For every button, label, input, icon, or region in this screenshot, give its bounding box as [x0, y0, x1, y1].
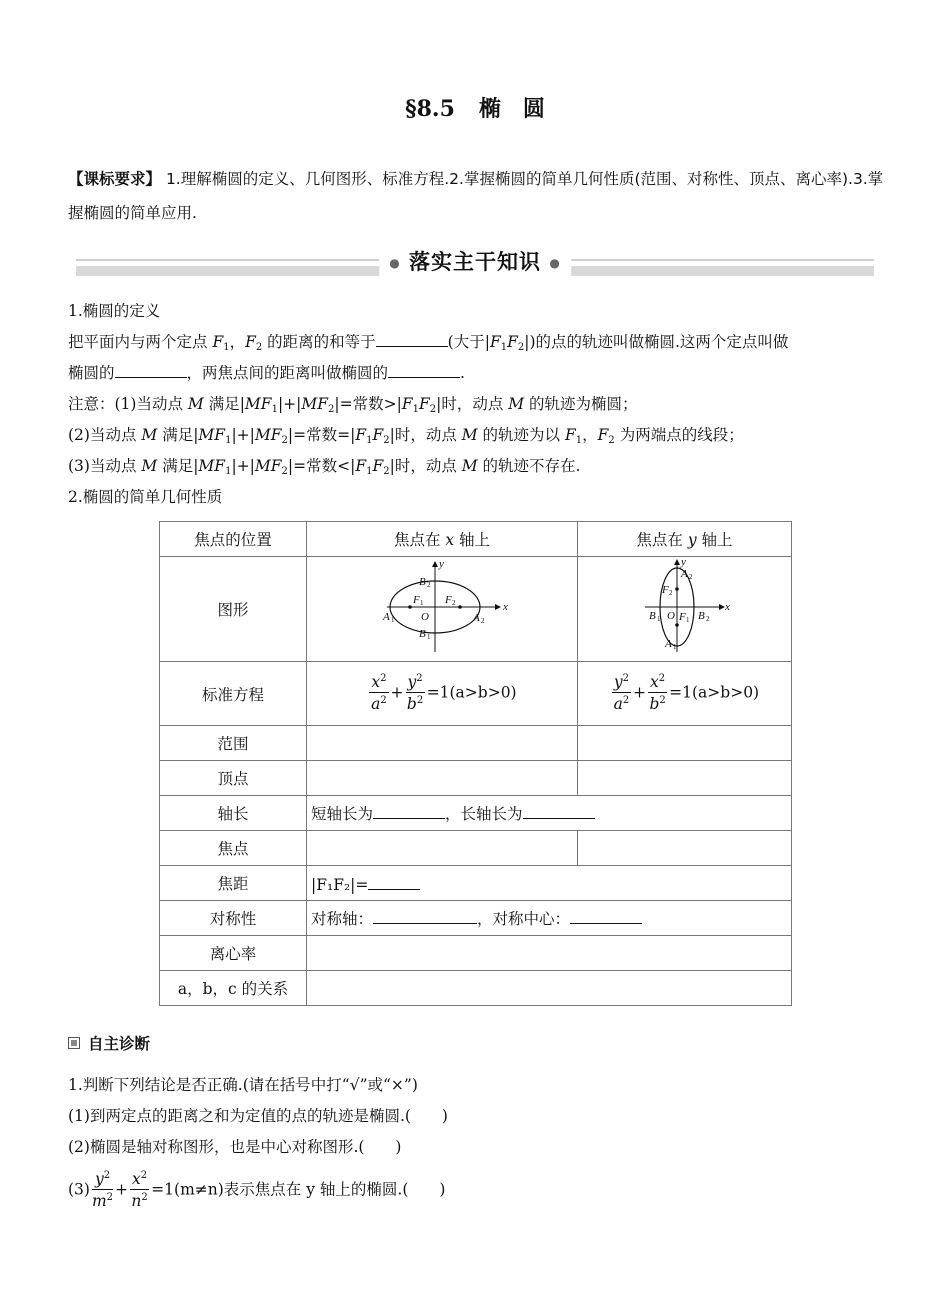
ellipse-y-figure	[635, 557, 735, 657]
cell-vertex-x[interactable]	[307, 761, 578, 796]
row-label-focal: 焦距	[160, 866, 307, 901]
note-1: 注意：(1)当动点 M 满足$|MF_1|+|MF_2|=$常数$>|F_1F_2|$时，动点 M 的轨迹为椭圆；	[68, 395, 638, 415]
sec2-heading: 2.椭圆的简单几何性质	[68, 488, 223, 506]
svg-text:A: A	[473, 612, 480, 624]
question-1: 1.判断下列结论是否正确.(请在括号中打“√”或“×”)	[68, 1076, 418, 1094]
svg-text:x: x	[724, 601, 730, 613]
cell-axis-length: 短轴长为 ，长轴长为	[307, 796, 792, 831]
blank-focal-distance[interactable]	[388, 361, 460, 378]
svg-text:y: y	[680, 556, 686, 568]
header-focus-position: 焦点的位置	[160, 522, 307, 557]
svg-text:B: B	[419, 576, 426, 588]
graph-x-ellipse	[307, 557, 578, 662]
row-label-range: 范围	[160, 726, 307, 761]
table-row	[160, 761, 792, 796]
requirements-label: 【课标要求】	[68, 170, 162, 188]
svg-text:1: 1	[391, 616, 395, 624]
svg-text:1: 1	[685, 616, 689, 624]
table-row	[160, 726, 792, 761]
definition-section	[68, 296, 883, 513]
svg-text:x: x	[503, 601, 508, 613]
note-2: (2)当动点 M 满足$|MF_1|+|MF_2|=$常数$=|F_1F_2|$时，动点 M 的轨迹为以 $F_1$，$F_2$ 为两端点的线段；	[68, 426, 744, 446]
definition-line1: 把平面内与两个定点 $F_1$，$F_2$ 的距离的和等于 (大于$|F_1F_2|$)的点的轨迹叫做椭圆.这两个定点叫做	[68, 327, 883, 358]
row-label-abc: a，b，c 的关系	[160, 971, 307, 1006]
question-1-1: (1)到两定点的距离之和为定值的点的轨迹是椭圆.( )	[68, 1107, 448, 1125]
table-row	[160, 557, 792, 662]
self-diagnosis-heading: 自主诊断	[68, 1032, 150, 1054]
svg-text:2: 2	[452, 599, 456, 607]
blank-symmetry-center[interactable]	[570, 907, 642, 924]
page-title	[0, 92, 950, 123]
blank-foci[interactable]	[115, 361, 187, 378]
graph-y-ellipse	[578, 557, 792, 662]
svg-text:O: O	[666, 610, 675, 622]
blank-major-axis[interactable]	[523, 802, 595, 819]
svg-text:F: F	[445, 594, 452, 606]
svg-text:B: B	[419, 628, 426, 640]
row-label-graph: 图形	[160, 557, 307, 662]
svg-text:A: A	[680, 568, 688, 580]
svg-text:1: 1	[420, 599, 424, 607]
requirements-text: 1.理解椭圆的定义、几何图形、标准方程.2.掌握椭圆的简单几何性质(范围、对称性、顶点、离心率).3.掌握椭圆的简单应用.	[68, 170, 884, 222]
table-row	[160, 936, 792, 971]
svg-text:2: 2	[427, 581, 431, 589]
row-label-symmetry: 对称性	[160, 901, 307, 936]
row-label-axis: 轴长	[160, 796, 307, 831]
svg-text:1: 1	[427, 633, 431, 641]
svg-text:F: F	[678, 611, 686, 623]
section-name: 椭 圆	[478, 96, 545, 122]
cell-symmetry: 对称轴： ，对称中心：	[307, 901, 792, 936]
section-marker-icon	[68, 1037, 80, 1049]
svg-text:2: 2	[705, 615, 709, 623]
cell-focal-distance: |F₁F₂|=	[307, 866, 792, 901]
section-banner	[76, 246, 874, 278]
banner-title: ● 落实主干知识 ●	[379, 246, 571, 276]
svg-text:2: 2	[481, 617, 485, 625]
blank-focal[interactable]	[368, 873, 420, 890]
blank-minor-axis[interactable]	[373, 802, 445, 819]
svg-text:y: y	[439, 558, 444, 570]
header-y-axis: 焦点在 y 轴上	[578, 522, 792, 557]
cell-range-y[interactable]	[578, 726, 792, 761]
section-number: §8.5	[405, 96, 455, 122]
table-row	[160, 866, 792, 901]
svg-text:F: F	[413, 594, 420, 606]
svg-text:F: F	[661, 584, 669, 596]
row-label-equation: 标准方程	[160, 662, 307, 726]
cell-abc[interactable]	[307, 971, 792, 1006]
table-row	[160, 522, 792, 557]
note-3: (3)当动点 M 满足$|MF_1|+|MF_2|=$常数$<|F_1F_2|$时，动点 M 的轨迹不存在.	[68, 457, 581, 477]
table-row	[160, 662, 792, 726]
blank-sum[interactable]	[376, 330, 448, 347]
equation-y: $\frac{y^2}{a^2}$ + $\frac{x^2}{b^2}$ =1(a>b>0)	[578, 662, 792, 726]
svg-text:2: 2	[688, 573, 692, 581]
definition-line2: 椭圆的 ，两焦点间的距离叫做椭圆的 .	[68, 358, 883, 389]
svg-text:1: 1	[656, 615, 660, 623]
question-1-3: (3) $\frac{y^2}{m^2}$ + $\frac{x^2}{n^2}$ =1(m≠n)表示焦点在 y 轴上的椭圆.( )	[68, 1169, 446, 1210]
course-requirements	[68, 162, 888, 230]
cell-focus-x[interactable]	[307, 831, 578, 866]
svg-text:B: B	[697, 610, 705, 622]
svg-text:2: 2	[668, 589, 672, 597]
table-row	[160, 796, 792, 831]
table-row	[160, 901, 792, 936]
cell-eccentricity[interactable]	[307, 936, 792, 971]
cell-focus-y[interactable]	[578, 831, 792, 866]
ellipse-x-figure	[377, 557, 507, 657]
svg-text:B: B	[648, 610, 656, 622]
cell-range-x[interactable]	[307, 726, 578, 761]
row-label-focus: 焦点	[160, 831, 307, 866]
question-1-2: (2)椭圆是轴对称图形，也是中心对称图形.( )	[68, 1138, 402, 1156]
header-x-axis: 焦点在 x 轴上	[307, 522, 578, 557]
diagnosis-questions	[68, 1070, 883, 1212]
svg-text:A: A	[383, 611, 390, 623]
equation-x: $\frac{x^2}{a^2}$ + $\frac{y^2}{b^2}$ =1(a>b>0)	[307, 662, 578, 726]
table-row	[160, 971, 792, 1006]
svg-text:O: O	[421, 611, 429, 623]
sec1-heading: 1.椭圆的定义	[68, 302, 161, 320]
svg-text:1: 1	[672, 643, 676, 651]
cell-vertex-y[interactable]	[578, 761, 792, 796]
row-label-eccentricity: 离心率	[160, 936, 307, 971]
properties-table	[159, 521, 792, 1006]
blank-symmetry-axis[interactable]	[373, 907, 477, 924]
table-row	[160, 831, 792, 866]
row-label-vertex: 顶点	[160, 761, 307, 796]
svg-text:A: A	[664, 638, 672, 650]
